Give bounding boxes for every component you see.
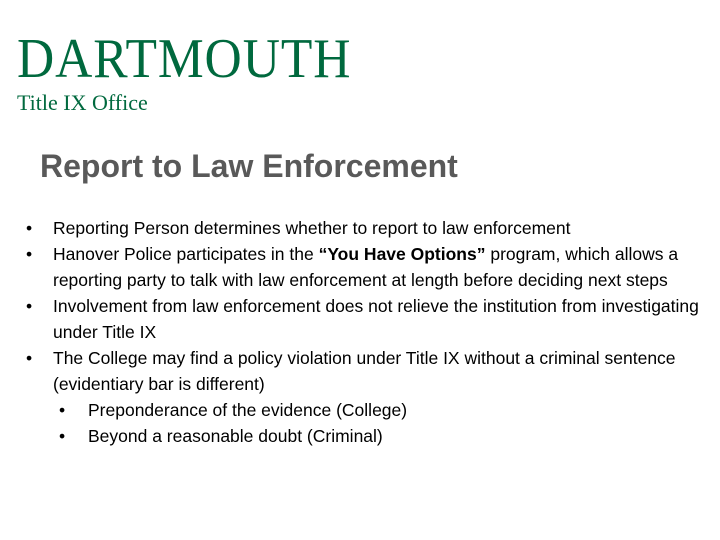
logo-wordmark: DARTMOUTH xyxy=(17,28,352,90)
bullet-dot-icon: • xyxy=(26,348,33,368)
bullet-item xyxy=(26,293,706,345)
bullet-text: The College may find a policy violation under Title IX without a criminal sentence (evidentiary bar is different) xyxy=(53,348,676,394)
bullet-text: Reporting Person determines whether to report to law enforcement xyxy=(53,218,571,238)
program-name: “You Have Options” xyxy=(318,244,486,264)
sub-bullet-item xyxy=(59,397,706,423)
bullet-dot-icon: • xyxy=(26,296,33,316)
dartmouth-logo xyxy=(17,30,380,115)
bullet-dot-icon: • xyxy=(59,426,66,446)
sub-bullet-text: Beyond a reasonable doubt (Criminal) xyxy=(88,426,383,446)
bullet-dot-icon: • xyxy=(26,218,33,238)
bullet-item xyxy=(26,215,706,241)
logo-subtitle: Title IX Office xyxy=(17,90,148,115)
sub-bullet-item xyxy=(59,423,706,449)
bullet-text-prefix: Hanover Police participates in the xyxy=(53,244,319,264)
bullet-dot-icon: • xyxy=(26,244,33,264)
bullet-dot-icon: • xyxy=(59,400,66,420)
bullet-item xyxy=(26,345,706,397)
bullet-item xyxy=(26,241,706,293)
bullet-text-suffix: program, which allows a reporting party to talk with law enforcement at length before deciding next steps xyxy=(53,244,679,290)
bullet-text: Involvement from law enforcement does not relieve the institution from investigating under Title IX xyxy=(53,296,699,342)
slide-title: Report to Law Enforcement xyxy=(40,148,458,184)
bullet-list xyxy=(26,215,706,449)
sub-bullet-text: Preponderance of the evidence (College) xyxy=(88,400,408,420)
